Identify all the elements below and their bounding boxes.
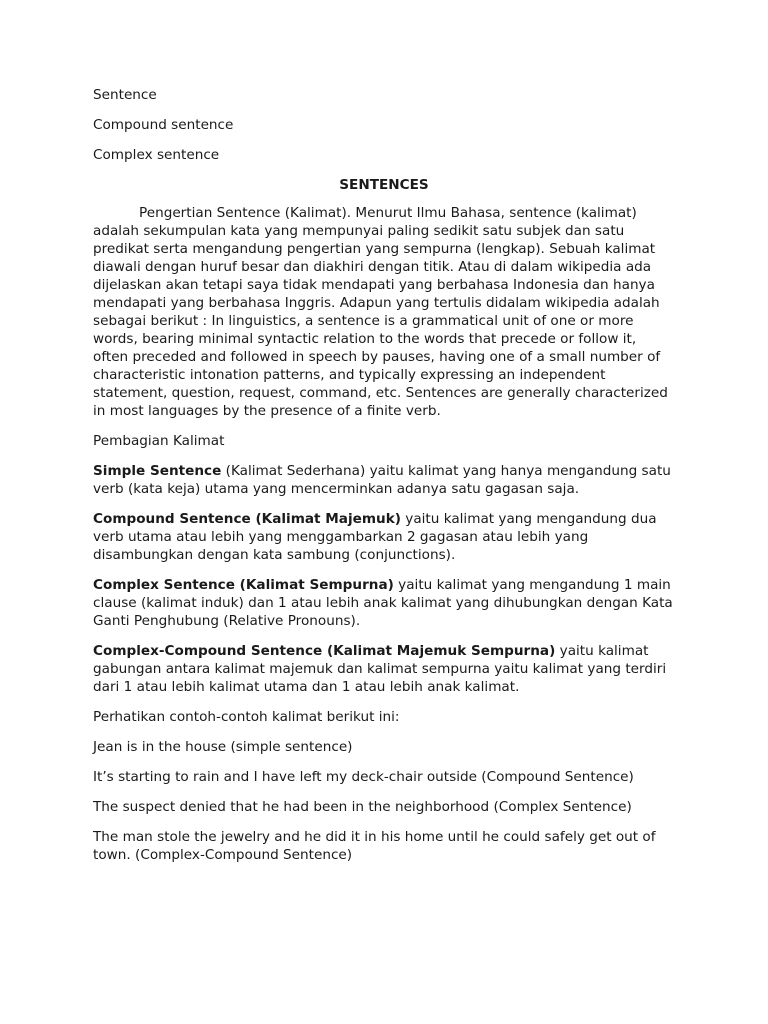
sentence-type-compound bbox=[93, 510, 675, 564]
examples-heading: Perhatikan contoh-contoh kalimat berikut ini: bbox=[93, 709, 400, 725]
division-heading: Pembagian Kalimat bbox=[93, 433, 225, 449]
term: Compound Sentence (Kalimat Majemuk) bbox=[93, 511, 401, 527]
sentence-type-complex bbox=[93, 576, 675, 630]
outline-item: Sentence bbox=[93, 87, 157, 103]
outline-item: Compound sentence bbox=[93, 117, 234, 133]
definition: (Kalimat Sederhana) yaitu kalimat yang hanya mengandung satu verb (kata keja) utama yang mencerminkan adanya satu gagasan saja. bbox=[93, 463, 671, 497]
term: Complex-Compound Sentence (Kalimat Majemuk Sempurna) bbox=[93, 643, 556, 659]
definition: yaitu kalimat yang mengandung dua verb utama atau lebih yang menggambarkan 2 gagasan atau lebih yang disambungkan dengan kata sambung (conjunctions). bbox=[93, 511, 657, 563]
sentence-type-complex-compound bbox=[93, 642, 675, 696]
definition: yaitu kalimat yang mengandung 1 main clause (kalimat induk) dan 1 atau lebih anak kalimat yang dihubungkan dengan Kata Ganti Penghubung (Relative Pronouns). bbox=[93, 577, 673, 629]
example-sentence: The man stole the jewelry and he did it in his home until he could safely get out of town. (Complex-Compound Sentence) bbox=[93, 829, 656, 863]
example-sentence: It’s starting to rain and I have left my deck-chair outside (Compound Sentence) bbox=[93, 769, 634, 785]
document-body bbox=[93, 86, 675, 876]
term: Simple Sentence bbox=[93, 463, 222, 479]
example-sentence: Jean is in the house (simple sentence) bbox=[93, 739, 353, 755]
sentence-type-simple bbox=[93, 462, 675, 498]
intro-paragraph: Pengertian Sentence (Kalimat). Menurut Ilmu Bahasa, sentence (kalimat) adalah sekumpulan kata yang mempunyai paling sedikit satu subjek dan satu predikat serta mengandung pengertian yang sempurna (lengkap). Sebuah kalimat diawali dengan huruf besar dan diakhiri dengan titik. Atau di dalam wikipedia ada dijelaskan akan tetapi saya tidak mendapati yang berbahasa Indonesia dan hanya mendapati yang berbahasa Inggris. Adapun yang tertulis didalam wikipedia adalah sebagai berikut : In linguistics, a sentence is a grammatical unit of one or more words, bearing minimal syntactic relation to the words that precede or follow it, often preceded and followed in speech by pauses, having one of a small number of characteristic intonation patterns, and typically expressing an independent statement, question, request, command, etc. Sentences are generally characterized in most languages by the presence of a finite verb. bbox=[93, 205, 668, 419]
example-sentence: The suspect denied that he had been in the neighborhood (Complex Sentence) bbox=[93, 799, 632, 815]
document-title: SENTENCES bbox=[339, 177, 429, 193]
term: Complex Sentence (Kalimat Sempurna) bbox=[93, 577, 394, 593]
definition: yaitu kalimat gabungan antara kalimat majemuk dan kalimat sempurna yaitu kalimat yang terdiri dari 1 atau lebih kalimat utama dan 1 atau lebih anak kalimat. bbox=[93, 643, 667, 695]
outline-list bbox=[93, 86, 675, 164]
outline-item: Complex sentence bbox=[93, 147, 220, 163]
